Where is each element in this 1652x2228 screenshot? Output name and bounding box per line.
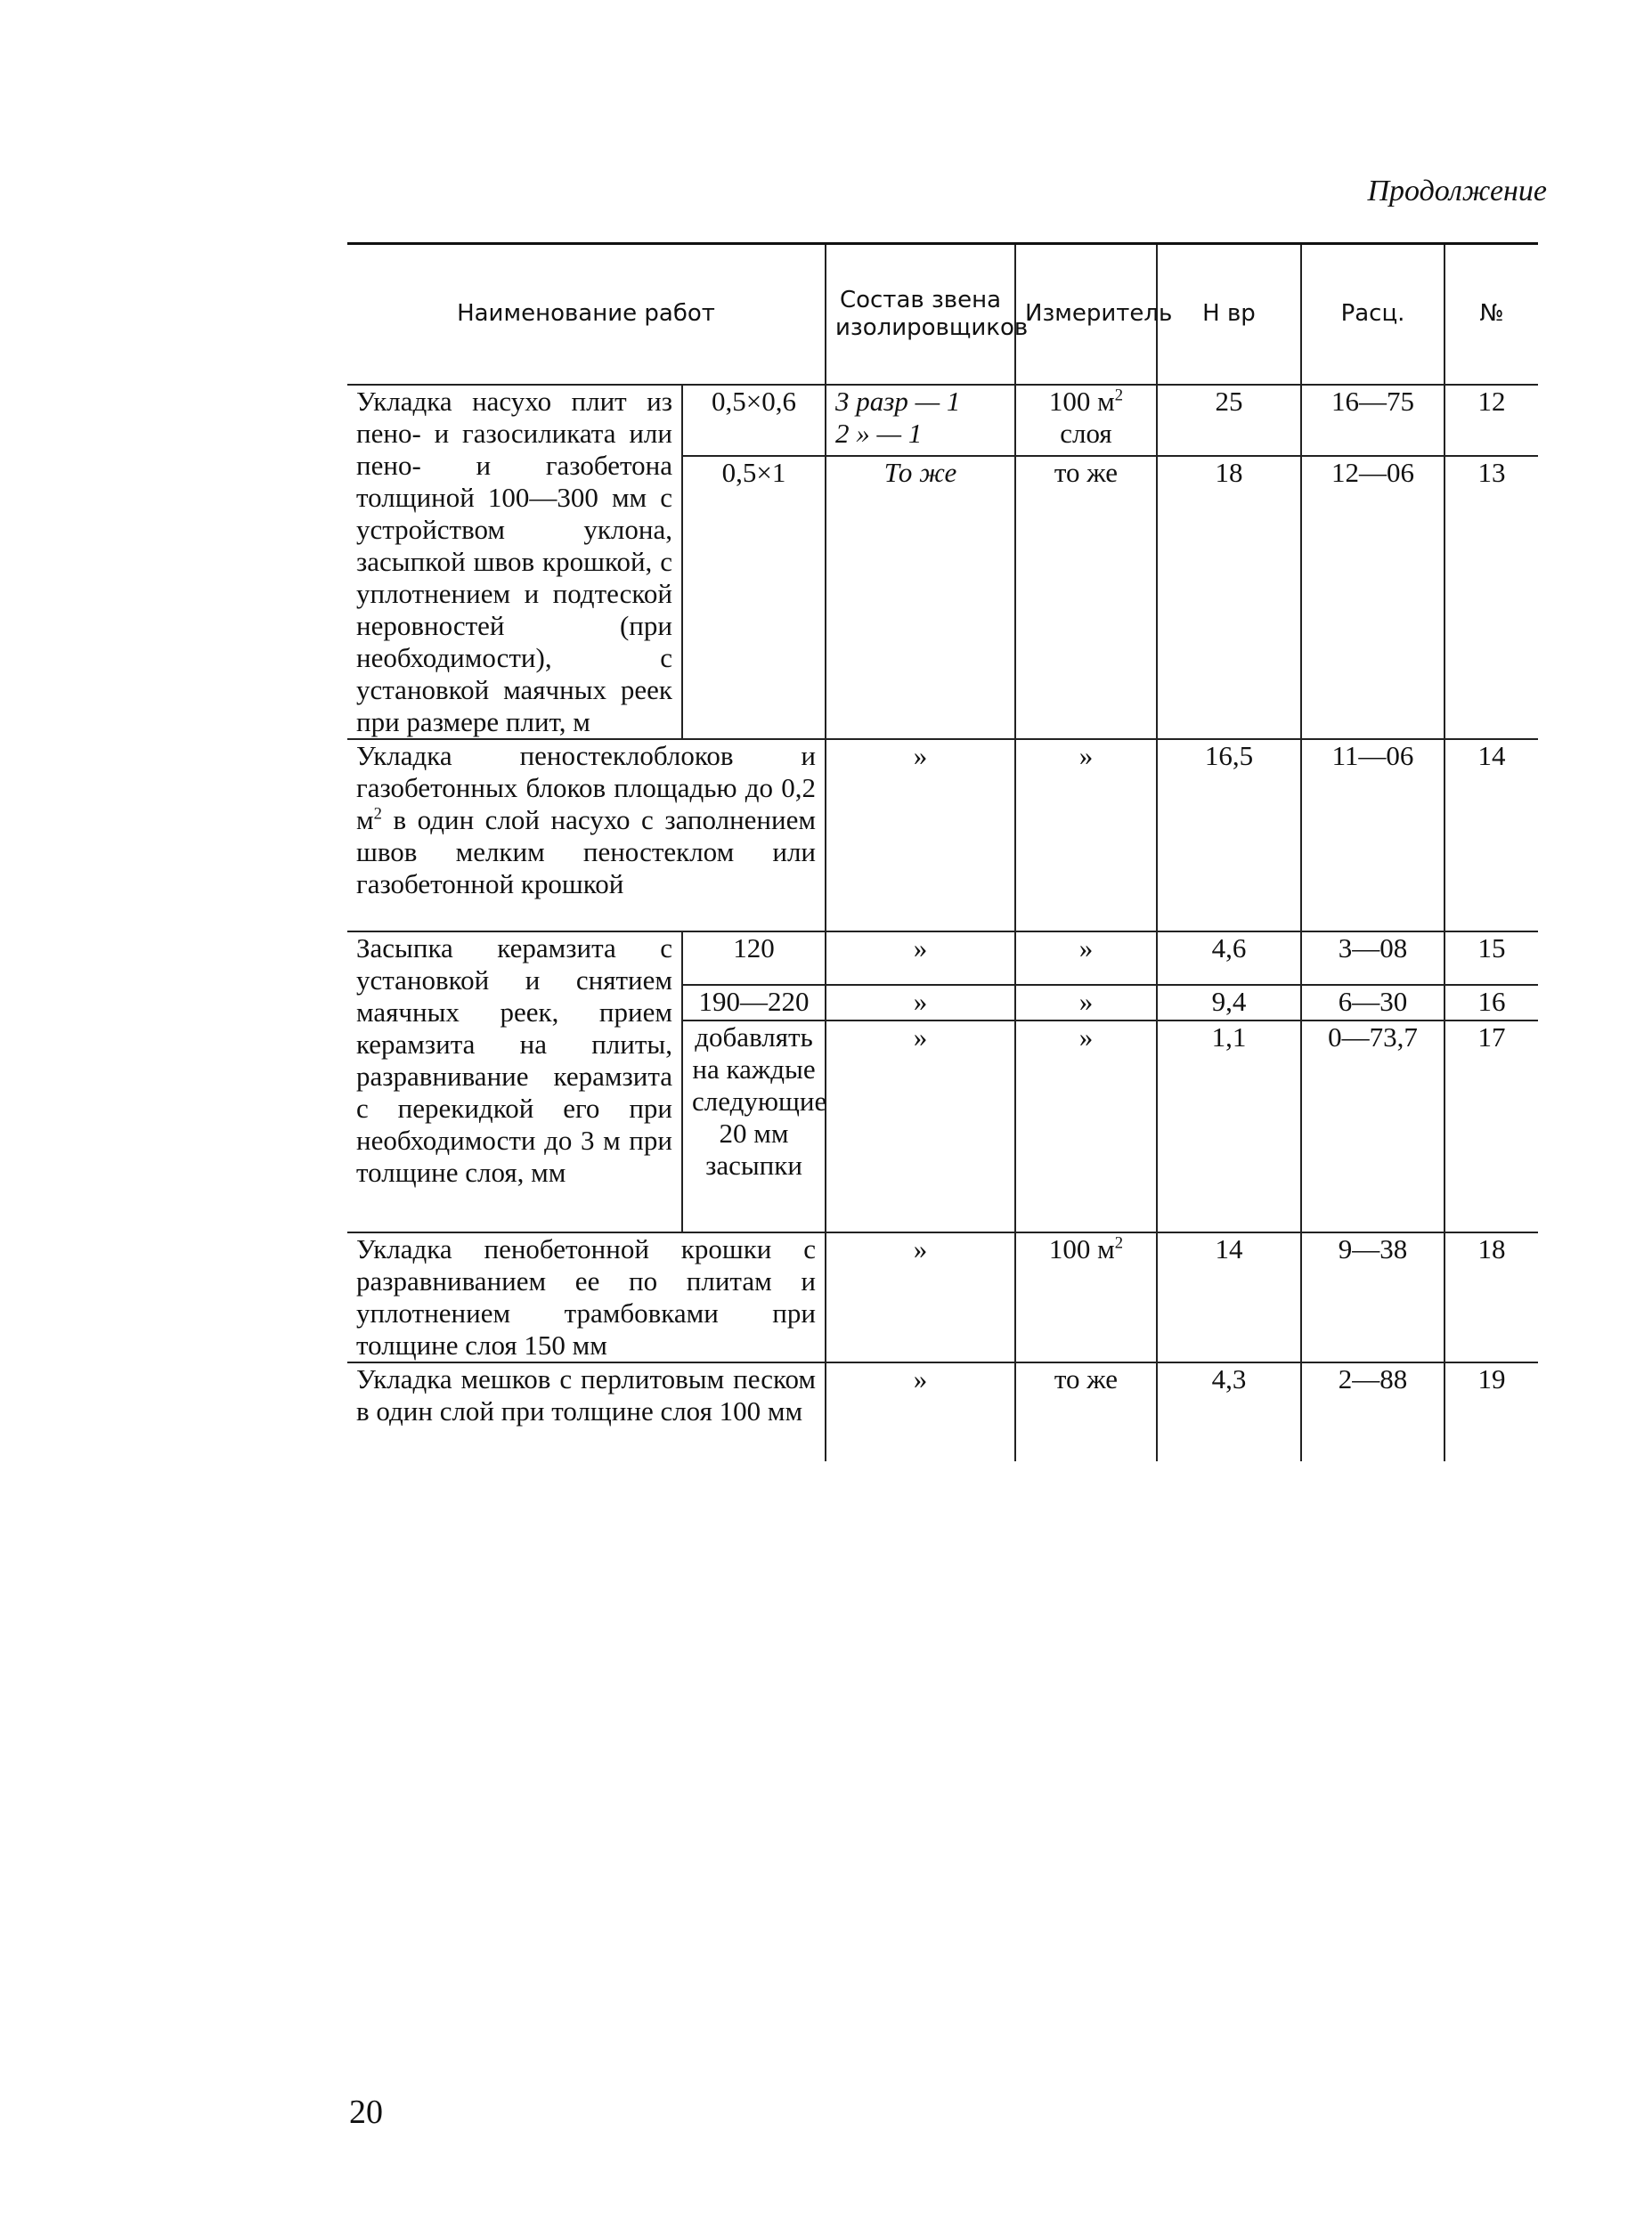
- number-cell: 18: [1444, 1232, 1538, 1362]
- crew-cell: »: [826, 985, 1015, 1020]
- number-cell: 14: [1444, 739, 1538, 931]
- number-cell: 13: [1444, 456, 1538, 739]
- table-row: [347, 931, 1538, 985]
- time-norm-cell: 4,3: [1157, 1362, 1301, 1461]
- rate-cell: 12—06: [1301, 456, 1444, 739]
- header-rate: Расц.: [1301, 244, 1444, 386]
- param-cell: 120: [682, 931, 826, 985]
- crew-line: 2 » — 1: [835, 417, 923, 449]
- time-norm-cell: 25: [1157, 385, 1301, 456]
- header-unit: Измеритель: [1015, 244, 1157, 386]
- time-norm-cell: 9,4: [1157, 985, 1301, 1020]
- time-norm-cell: 14: [1157, 1232, 1301, 1362]
- rate-cell: 3—08: [1301, 931, 1444, 985]
- crew-cell: »: [826, 1020, 1015, 1232]
- unit-cell: [1015, 385, 1157, 456]
- crew-cell: »: [826, 1362, 1015, 1461]
- header-work-name: Наименование работ: [347, 244, 826, 386]
- work-description: Укладка пенобетонной крошки с разравниванием ее по плитам и уплотнением трамбовками при толщине слоя 150 мм: [347, 1232, 826, 1362]
- continued-note: Продолжение: [1367, 175, 1547, 207]
- table-row: [347, 739, 1538, 931]
- rate-cell: 2—88: [1301, 1362, 1444, 1461]
- unit-cell: 100 $м^2$: [1015, 1232, 1157, 1362]
- header-number: №: [1444, 244, 1538, 386]
- work-description: Засыпка керамзита с установкой и снятием маячных реек, прием керамзита на плиты, разравнивание керамзита с перекидкой его при необходимости до 3 м при толщине слоя, мм: [347, 931, 682, 1232]
- work-description: Укладка пеностеклоблоков и газобетонных блоков площадью до 0,2 $м^2$ в один слой насухо с заполнением швов мелким пеностеклом или газобетонной крошкой: [347, 739, 826, 931]
- rate-cell: 16—75: [1301, 385, 1444, 456]
- rate-cell: 0—73,7: [1301, 1020, 1444, 1232]
- page-number: 20: [349, 2094, 383, 2131]
- number-cell: 12: [1444, 385, 1538, 456]
- time-norm-cell: 4,6: [1157, 931, 1301, 985]
- rate-cell: 6—30: [1301, 985, 1444, 1020]
- number-cell: 16: [1444, 985, 1538, 1020]
- param-cell: 190—220: [682, 985, 826, 1020]
- unit-cell: »: [1015, 931, 1157, 985]
- number-cell: 19: [1444, 1362, 1538, 1461]
- crew-line: 3 разр — 1: [835, 386, 961, 417]
- work-description: Укладка мешков с перлитовым песком в один слой при толщине слоя 100 мм: [347, 1362, 826, 1461]
- number-cell: 17: [1444, 1020, 1538, 1232]
- unit-text: 100 $м^2$: [1048, 386, 1124, 417]
- number-cell: 15: [1444, 931, 1538, 985]
- unit-extra: слоя: [1060, 417, 1112, 449]
- table-row: [347, 385, 1538, 456]
- time-norm-cell: 16,5: [1157, 739, 1301, 931]
- header-crew: Состав звена изолировщиков: [826, 244, 1015, 386]
- param-cell: 0,5×0,6: [682, 385, 826, 456]
- unit-cell: »: [1015, 1020, 1157, 1232]
- crew-cell: »: [826, 739, 1015, 931]
- header-row: [347, 244, 1538, 386]
- time-norm-cell: 18: [1157, 456, 1301, 739]
- work-description: Укладка насухо плит из пено- и газосиликата или пено- и газобетона толщиной 100—300 мм с устройством уклона, засыпкой швов крошкой, с уплотнением и подтеской неровностей (при необходимости), с установкой маячных реек при размере плит, м: [347, 385, 682, 739]
- crew-cell: »: [826, 1232, 1015, 1362]
- unit-cell: »: [1015, 739, 1157, 931]
- unit-cell: то же: [1015, 456, 1157, 739]
- crew-cell: То же: [826, 456, 1015, 739]
- rate-cell: 11—06: [1301, 739, 1444, 931]
- param-cell: добавлять на каждые следующие 20 мм засыпки: [682, 1020, 826, 1232]
- crew-cell: »: [826, 931, 1015, 985]
- header-time-norm: Н вр: [1157, 244, 1301, 386]
- crew-cell: [826, 385, 1015, 456]
- table-row: [347, 1362, 1538, 1461]
- rate-cell: 9—38: [1301, 1232, 1444, 1362]
- table-row: [347, 1232, 1538, 1362]
- norms-table: [347, 242, 1538, 1461]
- unit-cell: то же: [1015, 1362, 1157, 1461]
- time-norm-cell: 1,1: [1157, 1020, 1301, 1232]
- unit-cell: »: [1015, 985, 1157, 1020]
- param-cell: 0,5×1: [682, 456, 826, 739]
